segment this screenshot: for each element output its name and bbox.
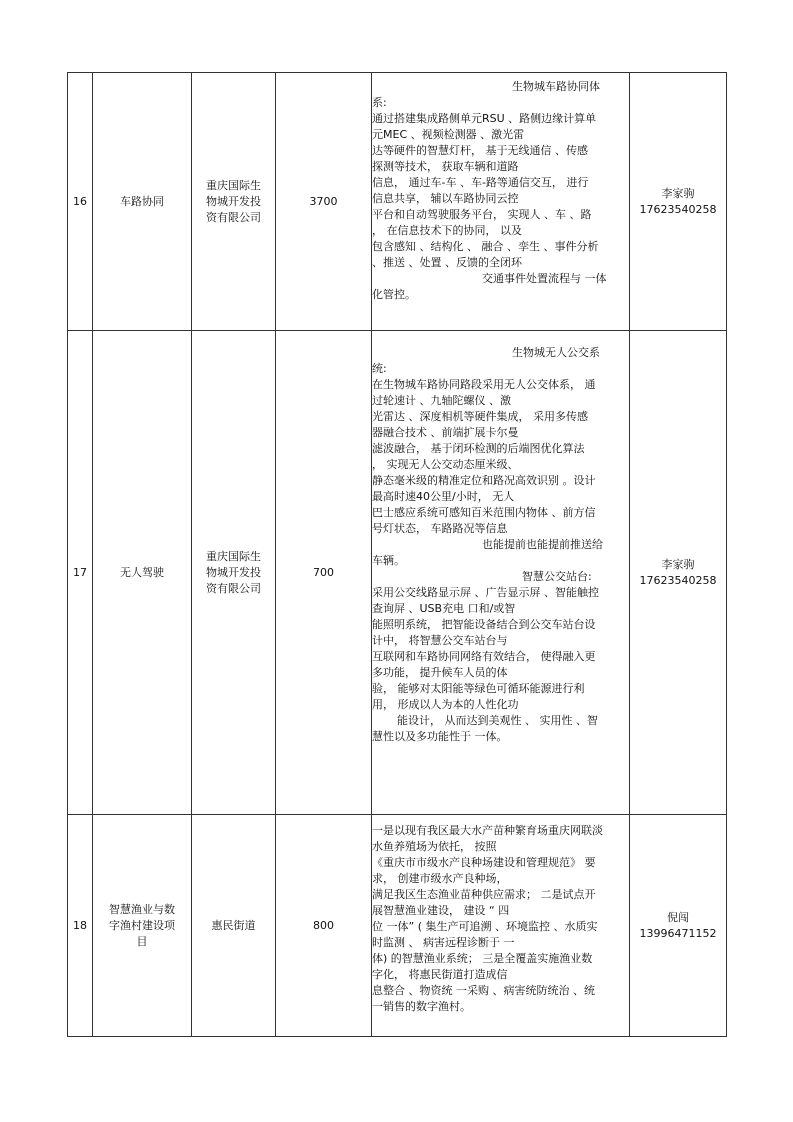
desc-line: 字化， 将惠民街道打造成信 [372, 968, 508, 981]
desc-line: 能设计， 从而达到美观性 、 实用性 、智 [397, 714, 598, 727]
investment-amount: 3700 [276, 73, 372, 331]
table-row [68, 73, 727, 331]
contact [630, 73, 727, 331]
desc-line: 最高时速40公里/小时， 无人 [372, 490, 515, 503]
desc-line: 平台和自动驾驶服务平台， 实现人 、车 、路 [372, 208, 592, 221]
desc-line: 生物城车路协同体 [512, 80, 600, 93]
desc-line: 能照明系统， 把智能设备结合到公交车站台设 [372, 618, 596, 631]
contact-name: 李家驹 [661, 557, 695, 571]
row-index: 18 [68, 815, 93, 1037]
desc-line: 体) 的智慧渔业系统； 三是全覆盖实施渔业数 [372, 952, 593, 965]
desc-line: 滤波融合， 基于闭环检测的后端图优化算法 [372, 442, 585, 455]
project-name: 无人驾驶 [93, 331, 192, 815]
desc-line: 车辆。 [372, 554, 405, 567]
investment-amount: 800 [276, 815, 372, 1037]
contact [630, 331, 727, 815]
company-name: 惠民街道 [192, 815, 276, 1037]
desc-line: 计中， 将智慧公交车站台与 [372, 634, 508, 647]
desc-line: 化管控。 [372, 288, 416, 301]
desc-line: 求， 创建市级水产良种场， [372, 872, 508, 885]
desc-line: 元MEC 、视频检测器 、激光雷 [372, 128, 525, 141]
contact-phone: 17623540258 [639, 573, 717, 587]
desc-line: 水鱼养殖场为依托， 按照 [372, 840, 497, 853]
desc-line: 验， 能够对太阳能等绿色可循环能源进行利 [372, 682, 585, 695]
contact-name: 李家驹 [661, 186, 695, 200]
table-row [68, 815, 727, 1037]
desc-line: 通过搭建集成路侧单元RSU 、路侧边缘计算单 [372, 112, 597, 125]
project-name: 车路协同 [93, 73, 192, 331]
desc-line: 互联网和车路协同网络有效结合， 使得融入更 [372, 650, 596, 663]
contact-phone: 17623540258 [639, 202, 717, 216]
row-index: 17 [68, 331, 93, 815]
desc-line: 巴士感应系统可感知百米范围内物体 、前方信 [372, 506, 596, 519]
desc-line: 查询屏 、USB充电 口和/或智 [372, 602, 516, 615]
desc-line: ， 实现无人公交动态厘米级、 [372, 458, 519, 471]
project-description [372, 815, 630, 1037]
desc-line: 《重庆市市级水产良种场建设和管理规范》 要 [372, 856, 596, 869]
desc-line: 展智慧渔业建设， 建设 “ 四 [372, 904, 510, 917]
desc-line: 、推送 、处置 、反馈的全闭环 [372, 256, 522, 269]
desc-line: 息整合 、物资统 一采购 、病害统防统治 、统 [372, 984, 595, 997]
desc-line: 过轮速计 、九轴陀螺仪 、激 [372, 394, 511, 407]
desc-line: 统: [372, 362, 387, 375]
desc-line: 系: [372, 96, 387, 109]
row-index: 16 [68, 73, 93, 331]
desc-line: 交通事件处置流程与 一体 [482, 272, 607, 285]
desc-line: 在生物城车路协同路段采用无人公交体系， 通 [372, 378, 596, 391]
desc-line: ， 在信息技术下的协同， 以及 [372, 224, 522, 237]
desc-line: 满足我区生态渔业苗种供应需求； 二是试点开 [372, 888, 596, 901]
desc-line: 智慧公交站台: [522, 570, 592, 583]
desc-line: 达等硬件的智慧灯杆， 基于无线通信 、传感 [372, 144, 588, 157]
desc-line: 多功能， 提升候车人员的体 [372, 666, 508, 679]
desc-line: 用， 形成以人为本的人性化功 [372, 698, 519, 711]
desc-line: 生物城无人公交系 [512, 346, 600, 359]
company-name: 重庆国际生 物城开发投 资有限公司 [192, 331, 276, 815]
desc-line: 一销售的数字渔村。 [372, 1000, 471, 1013]
desc-line: 一是以现有我区最大水产苗种繁育场重庆网联淡 [372, 824, 603, 837]
desc-line: 采用公交线路显示屏 、广告显示屏 、智能触控 [372, 586, 599, 599]
project-description [372, 331, 630, 815]
desc-line: 信息共享， 辅以车路协同云控 [372, 192, 519, 205]
project-table [67, 72, 727, 1037]
table-row [68, 331, 727, 815]
project-description [372, 73, 630, 331]
desc-line: 位 一体” ( 集生产可追溯 、环境监控 、水质实 [372, 920, 598, 933]
desc-line: 时监测 、 病害远程诊断于 一 [372, 936, 515, 949]
desc-line: 光雷达 、深度相机等硬件集成， 采用多传感 [372, 410, 588, 423]
desc-line: 号灯状态， 车路路况等信息 [372, 522, 508, 535]
desc-line: 包含感知 、结构化 、 融合 、孪生 、事件分析 [372, 240, 599, 253]
project-name: 智慧渔业与数 字渔村建设项 目 [93, 815, 192, 1037]
desc-line: 静态毫米级的精准定位和路况高效识别 。设计 [372, 474, 596, 487]
desc-line: 信息， 通过车-车 、车-路等通信交互， 进行 [372, 176, 589, 189]
contact-phone: 13996471152 [639, 926, 717, 940]
company-name: 重庆国际生 物城开发投 资有限公司 [192, 73, 276, 331]
desc-line: 慧性以及多功能性于 一体。 [372, 730, 508, 743]
investment-amount: 700 [276, 331, 372, 815]
desc-line: 也能提前也能提前推送给 [482, 538, 603, 551]
desc-line: 探测等技术， 获取车辆和道路 [372, 160, 519, 173]
desc-line: 器融合技术 、前端扩展卡尔曼 [372, 426, 519, 439]
contact-name: 倪闯 [667, 910, 689, 924]
contact [630, 815, 727, 1037]
